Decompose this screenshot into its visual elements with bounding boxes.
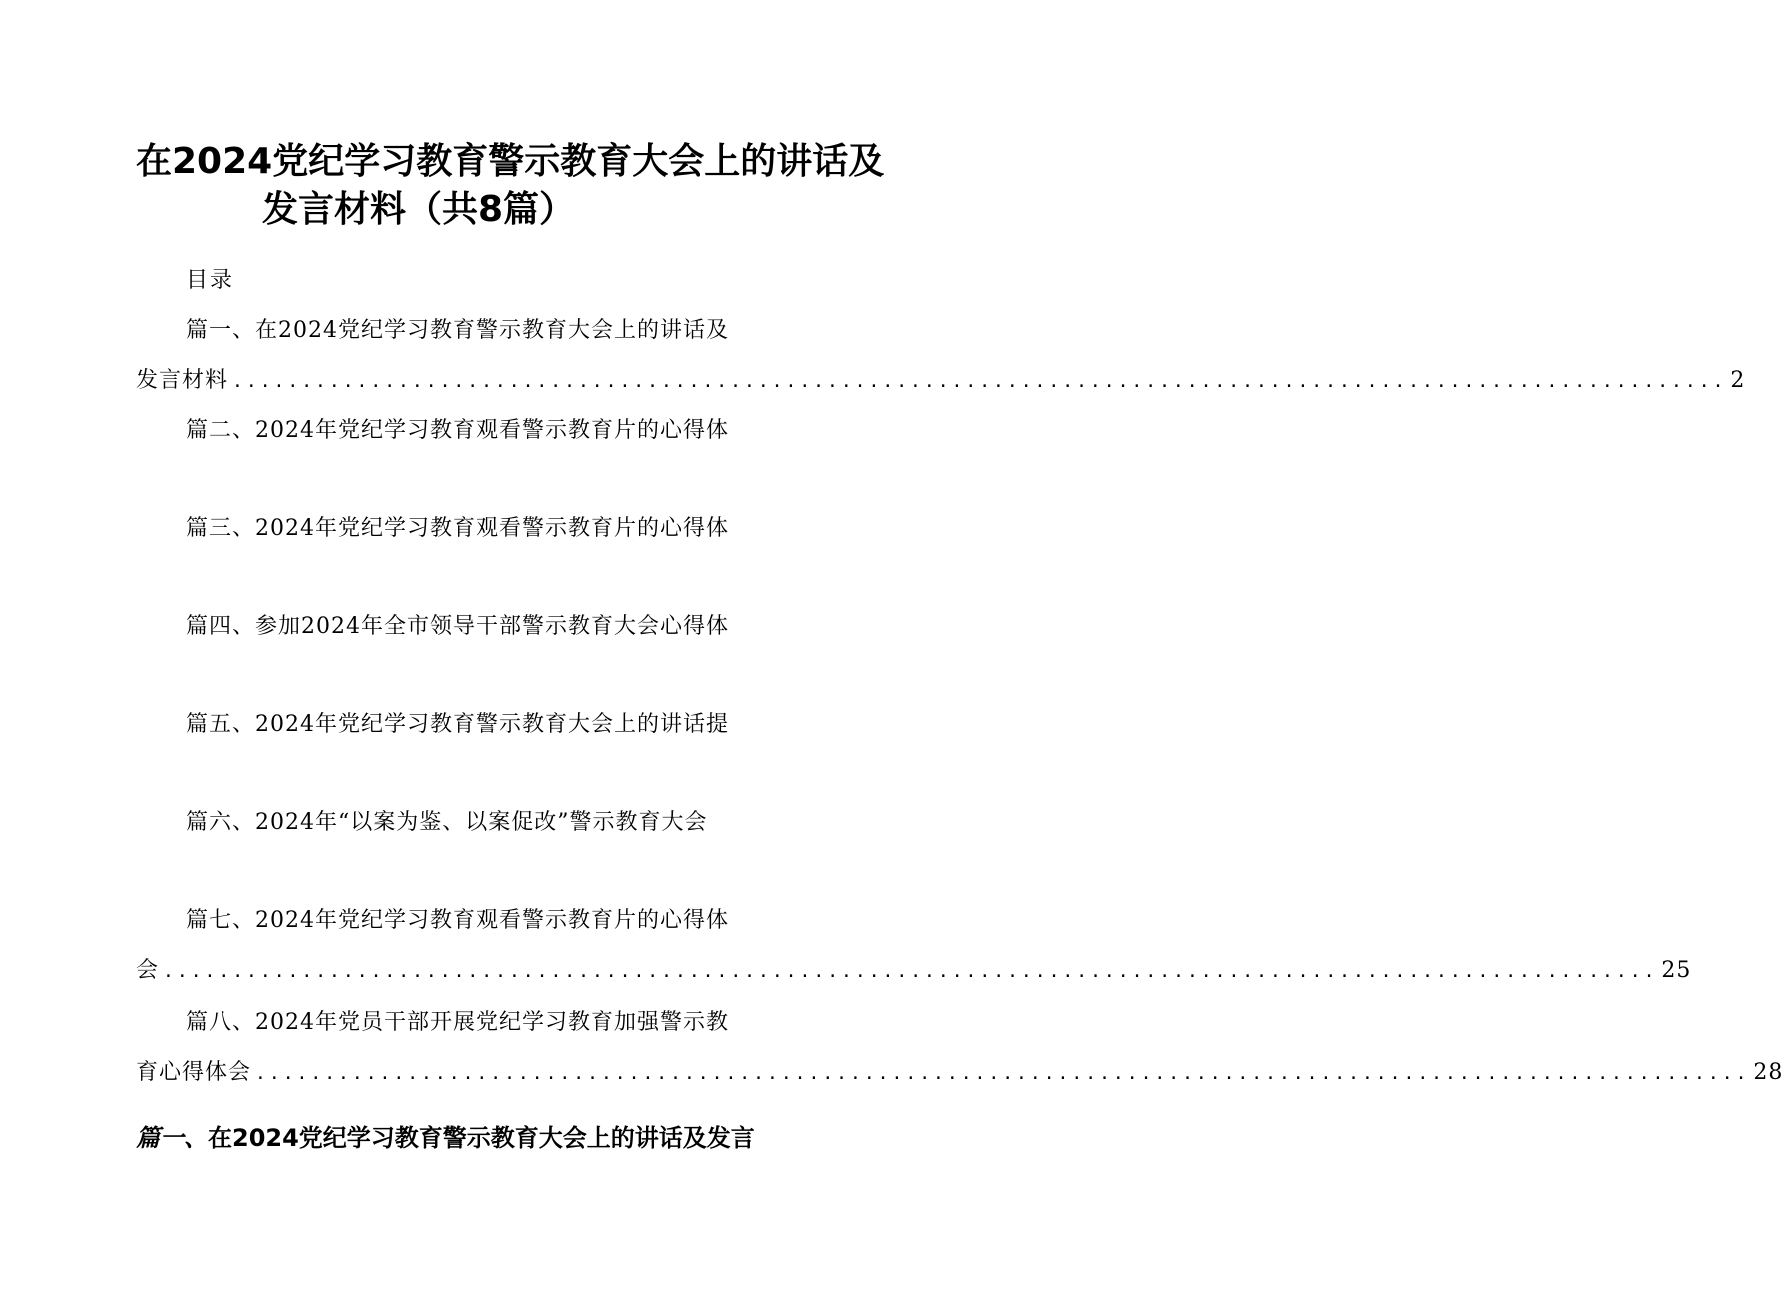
toc-leader-dots: ............................................................................................................ — [163, 961, 1658, 982]
toc-entry-1-continuation[interactable] — [136, 366, 1746, 397]
toc-entry-7-text: 会 — [136, 958, 160, 983]
toc-entry-1-page: 2 — [1730, 368, 1746, 393]
toc-entry-7-continuation[interactable] — [136, 956, 1692, 987]
toc-entry-8[interactable]: 篇八、2024年党员干部开展党纪学习教育加强警示教 — [186, 1010, 729, 1035]
toc-entry-2[interactable]: 篇二、2024年党纪学习教育观看警示教育片的心得体 — [186, 418, 729, 443]
section-heading-lead: 篇一、 — [136, 1124, 208, 1152]
toc-entry-3[interactable]: 篇三、2024年党纪学习教育观看警示教育片的心得体 — [186, 516, 729, 541]
toc-leader-dots: ............................................................................................................ — [255, 1063, 1750, 1084]
toc-entry-8-page: 28 — [1753, 1060, 1783, 1085]
toc-entry-8-continuation[interactable] — [136, 1058, 1783, 1089]
toc-heading: 目录 — [186, 268, 235, 293]
toc-entry-1[interactable]: 篇一、在2024党纪学习教育警示教育大会上的讲话及 — [186, 318, 729, 343]
toc-entry-1-text: 发言材料 — [136, 368, 229, 393]
section-heading-text: 在2024党纪学习教育警示教育大会上的讲话及发言 — [208, 1124, 755, 1152]
toc-entry-8-text: 育心得体会 — [136, 1060, 252, 1085]
document-title-line-1: 在2024党纪学习教育警示教育大会上的讲话及 — [136, 141, 885, 182]
document-title-line-2: 发言材料（共8篇） — [262, 189, 576, 230]
toc-entry-5[interactable]: 篇五、2024年党纪学习教育警示教育大会上的讲话提 — [186, 712, 729, 737]
toc-entry-4[interactable]: 篇四、参加2024年全市领导干部警示教育大会心得体 — [186, 614, 729, 639]
toc-entry-7[interactable]: 篇七、2024年党纪学习教育观看警示教育片的心得体 — [186, 908, 729, 933]
section-heading — [136, 1122, 755, 1154]
toc-entry-6[interactable]: 篇六、2024年“以案为鉴、以案促改”警示教育大会 — [186, 810, 708, 835]
toc-entry-7-page: 25 — [1661, 958, 1692, 983]
toc-leader-dots: ............................................................................................................ — [232, 371, 1727, 392]
